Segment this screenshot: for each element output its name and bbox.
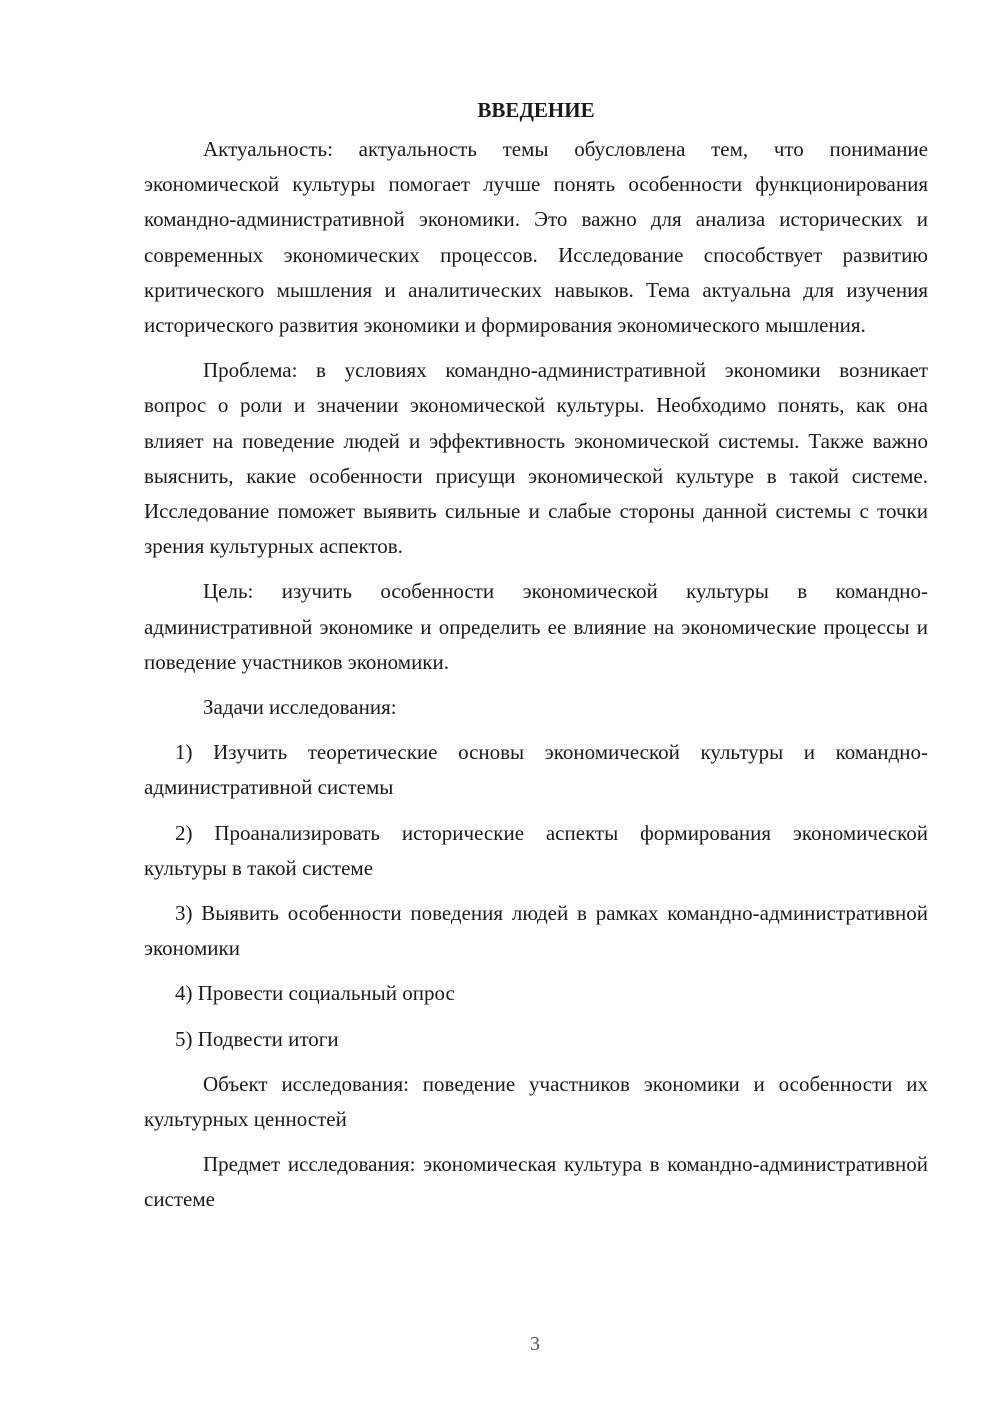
goal-paragraph: Цель: изучить особенности экономической культуры в командно-административной экономике и определить ее влияние на экономические процессы и поведение участников экономики.	[144, 579, 928, 674]
task-item-3: 3) Выявить особенности поведения людей в рамках командно-административной экономики	[144, 901, 928, 961]
page-title: ВВЕДЕНИЕ	[477, 98, 595, 122]
task-item-1: 1) Изучить теоретические основы экономической культуры и командно-административной системы	[144, 740, 928, 800]
task-item-4: 4) Провести социальный опрос	[175, 981, 455, 1006]
tasks-heading: Задачи исследования:	[203, 695, 397, 720]
relevance-paragraph: Актуальность: актуальность темы обусловлена тем, что понимание экономической культуры помогает лучше понять особенности функционирования командно-административной экономики. Это важно для анализа исторических и современных экономических процессов. Исследование способствует развитию критического мышления и аналитических навыков. Тема актуальна для изучения исторического развития экономики и формирования экономического мышления.	[144, 137, 928, 338]
subject-paragraph: Предмет исследования: экономическая культура в командно-административной системе	[144, 1152, 928, 1212]
document-page	[144, 93, 928, 1228]
task-item-5: 5) Подвести итоги	[175, 1026, 339, 1051]
problem-paragraph: Проблема: в условиях командно-административной экономики возникает вопрос о роли и значении экономической культуры. Необходимо понять, как она влияет на поведение людей и эффективность экономической системы. Также важно выяснить, какие особенности присущи экономической культуре в такой системе. Исследование поможет выявить сильные и слабые стороны данной системы с точки зрения культурных аспектов.	[144, 358, 928, 559]
page-number: 3	[530, 1333, 540, 1355]
object-paragraph: Объект исследования: поведение участников экономики и особенности их культурных ценностей	[144, 1071, 928, 1132]
task-item-2: 2) Проанализировать исторические аспекты формирования экономической культуры в такой системе	[144, 820, 928, 880]
